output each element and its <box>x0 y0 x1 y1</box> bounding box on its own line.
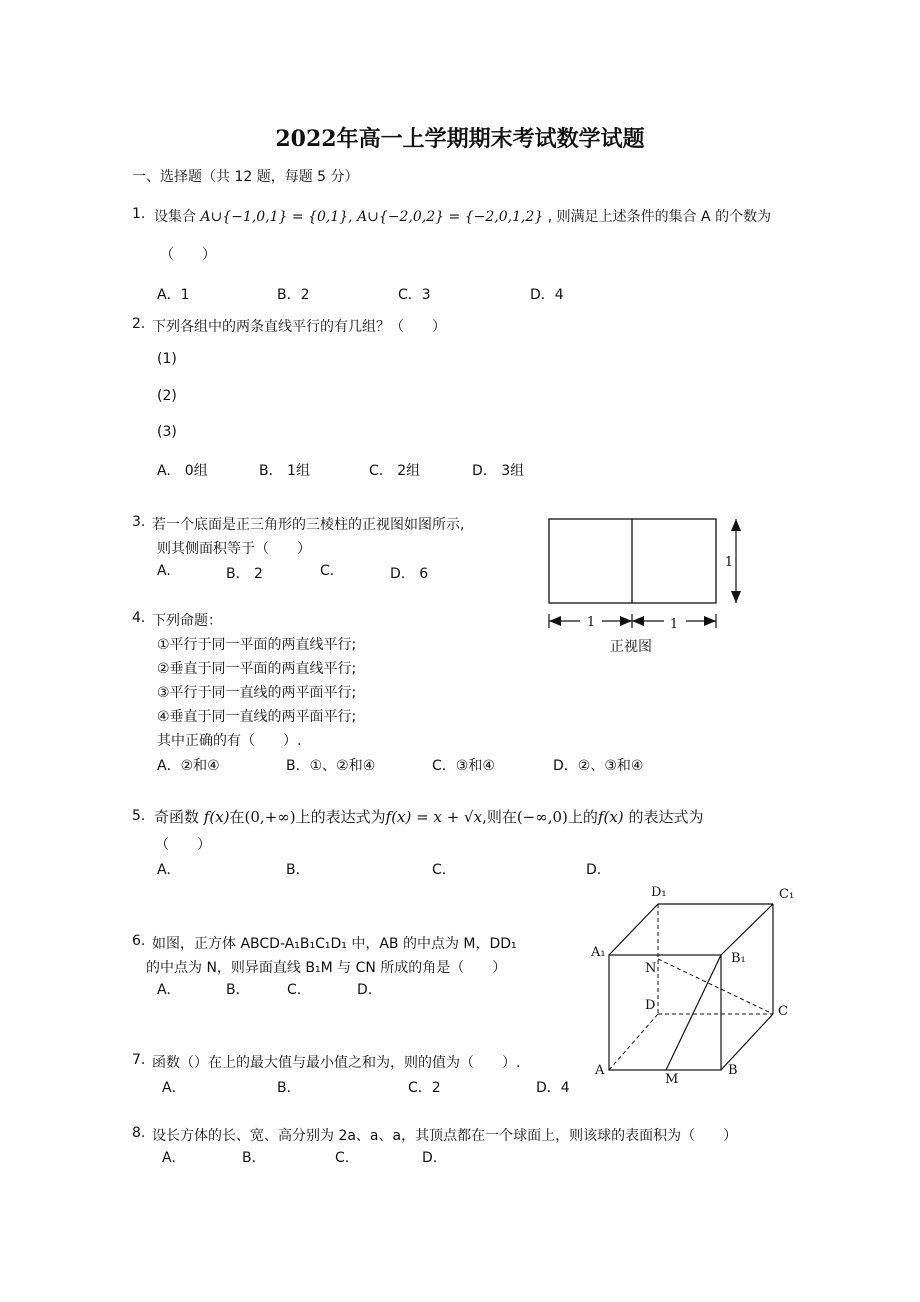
q1-number: 1. <box>132 206 146 222</box>
q6-number: 6. <box>132 933 146 949</box>
q3-option-a[interactable]: A. <box>157 563 171 579</box>
q6-option-b[interactable]: B. <box>226 982 241 998</box>
q5-expression: f(x) = x + √x <box>385 808 483 826</box>
q6-option-a[interactable]: A. <box>157 982 171 998</box>
q5-fx-1: f(x) <box>203 808 230 826</box>
q7-option-d[interactable]: D．4 <box>536 1080 570 1096</box>
q5-stem-b: 在 <box>229 808 245 826</box>
q7-option-a[interactable]: A． <box>162 1080 186 1096</box>
label-b1: B₁ <box>731 951 746 966</box>
q7-option-c[interactable]: C．2 <box>408 1080 441 1096</box>
q5-fx-2: f(x) <box>597 808 624 826</box>
q6-cube-figure <box>585 878 805 1090</box>
q2-option-b[interactable]: B. 1组 <box>259 463 310 479</box>
q4-item-3: ③平行于同一直线的两平面平行; <box>157 685 357 701</box>
q2-option-d[interactable]: D. 3组 <box>472 463 525 479</box>
label-a1: A₁ <box>591 945 606 960</box>
q5-stem-d: ,则在 <box>482 808 517 826</box>
q8-option-d[interactable]: D. <box>422 1150 438 1166</box>
edge-b1-c1 <box>721 904 773 955</box>
q5-option-a[interactable]: A. <box>157 862 171 878</box>
q5-option-d[interactable]: D. <box>586 862 602 878</box>
cube-front-face <box>609 955 721 1070</box>
q5-stem-a: 奇函数 <box>154 808 200 826</box>
q1-option-b[interactable]: B．2 <box>277 287 310 303</box>
q1-answer-paren: （ ） <box>160 247 216 263</box>
arrow-right-icon <box>704 616 716 626</box>
q2-stem: 下列各组中的两条直线平行的有几组？（ ） <box>152 319 446 335</box>
q2-option-a[interactable]: A. 0组 <box>157 463 208 479</box>
arrow-left-icon <box>549 616 561 626</box>
q5-stem-c: 上的表达式为 <box>295 808 386 826</box>
q8-option-a[interactable]: A. <box>162 1150 176 1166</box>
label-d1: D₁ <box>651 885 667 900</box>
q2-number: 2. <box>132 316 146 332</box>
section-heading: 一、选择题（共 12 题，每题 5 分） <box>132 169 359 185</box>
arrow-down-icon <box>731 591 741 603</box>
q3-option-d[interactable]: D. 6 <box>390 566 429 582</box>
q1-option-a[interactable]: A．1 <box>157 287 190 303</box>
q5-stem-f: 的表达式为 <box>628 808 704 826</box>
q8-option-c[interactable]: C. <box>335 1150 350 1166</box>
q5-interval-1: (0,+∞) <box>244 808 296 826</box>
label-n: N <box>645 961 657 976</box>
page-title: 2022年高一上学期期末考试数学试题 <box>275 126 645 152</box>
q2-item-2: (2) <box>157 388 177 404</box>
label-c1: C₁ <box>779 887 795 902</box>
q1-option-d[interactable]: D．4 <box>530 287 564 303</box>
height-label: 1 <box>724 555 733 570</box>
arrow-right-icon <box>620 616 632 626</box>
q4-option-c[interactable]: C．③和④ <box>432 758 495 774</box>
q4-item-4: ④垂直于同一直线的两平面平行; <box>157 709 357 725</box>
q3-number: 3. <box>132 514 146 530</box>
edge-a-d-hidden <box>609 1014 658 1070</box>
q2-item-3: (3) <box>157 424 177 440</box>
q8-number: 8. <box>132 1125 146 1141</box>
q1-set-expression: A∪{−1,0,1} = {0,1}, A∪{−2,0,2} = {−2,0,1,2} <box>200 209 544 225</box>
q3-option-b[interactable]: B. 2 <box>226 566 263 582</box>
q3-option-c[interactable]: C. <box>320 563 335 579</box>
q7-stem: 函数（）在上的最大值与最小值之和为，则的值为（ ）. <box>152 1055 521 1071</box>
q5-interval-2: (−∞,0) <box>516 808 568 826</box>
arrow-up-icon <box>731 519 741 531</box>
q4-number: 4. <box>132 610 146 626</box>
q6-option-c[interactable]: C. <box>287 982 302 998</box>
q7-number: 7. <box>132 1052 146 1068</box>
q7-option-b[interactable]: B． <box>277 1080 301 1096</box>
q5-option-b[interactable]: B. <box>286 862 301 878</box>
q4-option-b[interactable]: B．①、②和④ <box>286 758 376 774</box>
label-c: C <box>778 1004 788 1019</box>
q2-item-1: (1) <box>157 351 177 367</box>
q4-item-1: ①平行于同一平面的两直线平行; <box>157 637 357 653</box>
q6-stem-line-2: 的中点为 N，则异面直线 B₁M 与 CN 所成的角是（ ） <box>146 960 507 976</box>
q8-option-b[interactable]: B. <box>242 1150 257 1166</box>
label-a: A <box>595 1063 605 1078</box>
label-d: D <box>645 998 656 1013</box>
q1-stem-pre: 设集合 <box>154 209 196 225</box>
q4-stem: 下列命题： <box>152 613 222 629</box>
label-m: M <box>665 1072 679 1087</box>
q4-item-2: ②垂直于同一平面的两直线平行; <box>157 661 357 677</box>
q5-option-c[interactable]: C. <box>432 862 447 878</box>
q2-option-c[interactable]: C. 2组 <box>369 463 421 479</box>
q5-number: 5. <box>132 808 146 824</box>
edge-a1-d1 <box>609 904 658 955</box>
q4-option-a[interactable]: A．②和④ <box>157 758 220 774</box>
q6-option-d[interactable]: D. <box>357 982 373 998</box>
q1-option-c[interactable]: C．3 <box>398 287 431 303</box>
q5-answer-paren: （ ） <box>155 837 211 853</box>
q6-stem-line-1: 如图，正方体 ABCD-A₁B₁C₁D₁ 中，AB 的中点为 M，DD₁ <box>152 936 517 952</box>
q5-stem-e: 上的 <box>567 808 598 826</box>
q4-ask: 其中正确的有（ ）. <box>157 733 302 749</box>
q1-stem-post: , 则满足上述条件的集合 A 的个数为 <box>547 209 772 225</box>
arrow-left-icon <box>632 616 644 626</box>
q3-stem-line-1: 若一个底面是正三角形的三棱柱的正视图如图所示, <box>152 517 465 533</box>
q3-stem-line-2: 则其侧面积等于（ ） <box>157 541 311 557</box>
q4-option-d[interactable]: D．②、③和④ <box>553 758 644 774</box>
q3-figure-caption: 正视图 <box>610 639 652 655</box>
label-b: B <box>728 1063 738 1078</box>
edge-b-c <box>721 1014 773 1070</box>
segment-b1-m <box>666 955 721 1070</box>
width-label-left: 1 <box>586 615 596 630</box>
q8-stem: 设长方体的长、宽、高分别为 2a、a、a，其顶点都在一个球面上，则该球的表面积为（ ） <box>152 1128 738 1144</box>
width-label-right: 1 <box>669 617 679 632</box>
